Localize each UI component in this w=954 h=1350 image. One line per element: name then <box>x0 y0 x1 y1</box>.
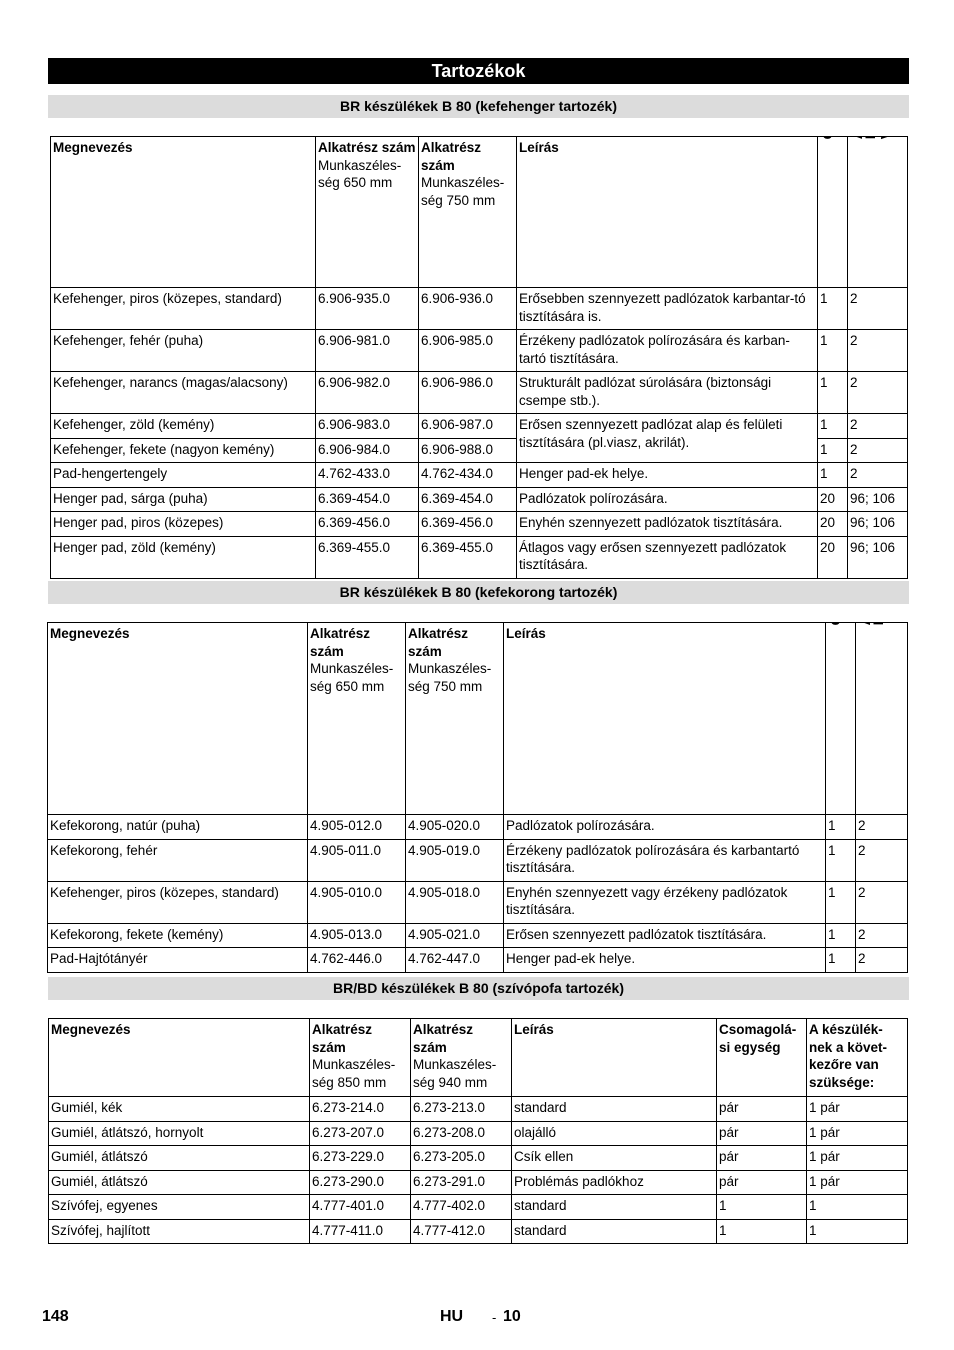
table-cell: 4.905-021.0 <box>406 923 504 948</box>
table-cell: pár <box>717 1121 807 1146</box>
table-cell: Erősen szennyezett padlózatok tisztítására. <box>504 923 826 948</box>
table-cell: 4.762-446.0 <box>308 948 406 973</box>
table-cell: 6.906-936.0 <box>419 288 517 330</box>
table-cell: 2 <box>856 815 908 840</box>
col-name-header: Megnevezés <box>51 137 316 288</box>
table-cell: Padlózatok polírozására. <box>504 815 826 840</box>
table-cell: 4.777-402.0 <box>411 1195 512 1220</box>
table-cell: 1 <box>818 330 848 372</box>
table-cell: 6.906-984.0 <box>316 438 419 463</box>
table-cell: 2 <box>856 948 908 973</box>
table-cell: 1 <box>717 1219 807 1244</box>
table-row <box>51 536 908 578</box>
col-need-header <box>848 137 908 288</box>
col-pack-header: Csomagolá-si egység <box>717 1019 807 1097</box>
table-row <box>51 288 908 330</box>
table-cell: 2 <box>856 839 908 881</box>
table-cell: Kefekorong, fehér <box>48 839 308 881</box>
table-cell: 6.273-290.0 <box>310 1170 411 1195</box>
table-cell: 20 <box>818 512 848 537</box>
table-cell: 1 pár <box>807 1097 908 1122</box>
table-cell: Kefekorong, fekete (kemény) <box>48 923 308 948</box>
table-cell: 6.369-454.0 <box>316 487 419 512</box>
table-cell: 2 <box>848 414 908 439</box>
table-row <box>51 330 908 372</box>
col-pack-header <box>818 137 848 288</box>
table-cell: 1 <box>826 839 856 881</box>
table-cell: Gumiél, átlátszó <box>49 1146 310 1171</box>
table-cell: 6.369-456.0 <box>316 512 419 537</box>
table-cell: Kefehenger, narancs (magas/alacsony) <box>51 372 316 414</box>
table-cell: 2 <box>848 438 908 463</box>
table-cell: 4.762-433.0 <box>316 463 419 488</box>
table-cell: 4.762-434.0 <box>419 463 517 488</box>
table-cell: 6.906-986.0 <box>419 372 517 414</box>
table-cell: 4.905-011.0 <box>308 839 406 881</box>
accessory-table-squeegee <box>48 1018 908 1244</box>
table-cell: Kefehenger, piros (közepes, standard) <box>51 288 316 330</box>
col-part2-header: Alkatrész szám Munkaszéles-ség 940 mm <box>411 1019 512 1097</box>
col-part2-header: Alkatrész szám Munkaszéles-ség 750 mm <box>406 623 504 815</box>
table-cell: 6.906-983.0 <box>316 414 419 439</box>
table-cell: Szívófej, hajlított <box>49 1219 310 1244</box>
table-cell: 4.905-010.0 <box>308 881 406 923</box>
table-cell: Gumiél, átlátszó <box>49 1170 310 1195</box>
table-cell: 6.369-456.0 <box>419 512 517 537</box>
table-cell: Érzékeny padlózatok polírozására és karban-tartó tisztítására. <box>517 330 818 372</box>
table-cell: 6.906-981.0 <box>316 330 419 372</box>
table-cell: 2 <box>848 463 908 488</box>
col-part1-header: Alkatrész szám Munkaszéles-ség 850 mm <box>310 1019 411 1097</box>
col-name-header: Megnevezés <box>49 1019 310 1097</box>
col-desc-header: Leírás <box>512 1019 717 1097</box>
col-desc-header: Leírás <box>504 623 826 815</box>
table-cell: 4.777-411.0 <box>310 1219 411 1244</box>
footer-separator: - <box>492 1310 497 1325</box>
table-cell: 1 pár <box>807 1146 908 1171</box>
table-cell: 1 <box>807 1195 908 1220</box>
table-cell: Kefehenger, fehér (puha) <box>51 330 316 372</box>
table-row <box>49 1219 908 1244</box>
table-cell: standard <box>512 1219 717 1244</box>
table-cell: 6.369-455.0 <box>419 536 517 578</box>
table-cell: Kefehenger, piros (közepes, standard) <box>48 881 308 923</box>
table-row <box>49 1097 908 1122</box>
table-cell: Erősebben szennyezett padlózatok karbantar-tó tisztítására is. <box>517 288 818 330</box>
table-row <box>48 948 908 973</box>
table-cell: 1 <box>826 923 856 948</box>
table-cell: 6.273-205.0 <box>411 1146 512 1171</box>
table-cell: Enyhén szennyezett vagy érzékeny padlózatok tisztítására. <box>504 881 826 923</box>
table-cell: 6.906-982.0 <box>316 372 419 414</box>
table-cell: 6.273-208.0 <box>411 1121 512 1146</box>
table-cell: 6.369-455.0 <box>316 536 419 578</box>
table-cell: Szívófej, egyenes <box>49 1195 310 1220</box>
table-cell: Gumiél, átlátszó, hornyolt <box>49 1121 310 1146</box>
table-cell: 1 <box>826 881 856 923</box>
table-cell: 2 <box>848 288 908 330</box>
language-code: HU <box>440 1308 464 1325</box>
table-row <box>51 372 908 414</box>
table-row <box>49 1146 908 1171</box>
table-cell: 6.273-229.0 <box>310 1146 411 1171</box>
table-cell: 6.273-214.0 <box>310 1097 411 1122</box>
table-cell: 1 <box>818 372 848 414</box>
table-cell: 1 <box>826 948 856 973</box>
page-title: Tartozékok <box>48 58 909 84</box>
table-row <box>51 414 908 439</box>
table-cell: 1 <box>818 288 848 330</box>
table-cell: Enyhén szennyezett padlózatok tisztítására. <box>517 512 818 537</box>
table-cell: Henger pad-ek helye. <box>504 948 826 973</box>
table-cell: 4.905-018.0 <box>406 881 504 923</box>
table-cell: 6.273-291.0 <box>411 1170 512 1195</box>
table-cell: Kefehenger, fekete (nagyon kemény) <box>51 438 316 463</box>
table-cell: 4.762-447.0 <box>406 948 504 973</box>
table-cell: Padlózatok polírozására. <box>517 487 818 512</box>
table-cell: 4.777-401.0 <box>310 1195 411 1220</box>
table-cell: Henger pad, sárga (puha) <box>51 487 316 512</box>
section-heading: BR/BD készülékek B 80 (szívópofa tartozék) <box>48 977 909 1000</box>
table-cell: 96; 106 <box>848 512 908 537</box>
table-cell: 1 <box>826 815 856 840</box>
table-cell: 4.777-412.0 <box>411 1219 512 1244</box>
col-part2-header: Alkatrész szám Munkaszéles-ség 750 mm <box>419 137 517 288</box>
table-cell: Gumiél, kék <box>49 1097 310 1122</box>
table-row <box>48 839 908 881</box>
table-cell: Strukturált padlózat súrolására (biztonsági csempe stb.). <box>517 372 818 414</box>
table-cell: 6.906-935.0 <box>316 288 419 330</box>
table-row <box>48 815 908 840</box>
table-cell: Átlagos vagy erősen szennyezett padlózatok tisztítására. <box>517 536 818 578</box>
table-cell: Kefekorong, natúr (puha) <box>48 815 308 840</box>
col-name-header: Megnevezés <box>48 623 308 815</box>
table-cell: 2 <box>848 330 908 372</box>
table-cell: Csík ellen <box>512 1146 717 1171</box>
table-cell: standard <box>512 1097 717 1122</box>
col-desc-header: Leírás <box>517 137 818 288</box>
table-cell: 2 <box>856 923 908 948</box>
sub-page-number: 10 <box>503 1308 521 1325</box>
table-cell: Problémás padlókhoz <box>512 1170 717 1195</box>
table-cell: 1 <box>717 1195 807 1220</box>
table-cell: 96; 106 <box>848 536 908 578</box>
section-heading: BR készülékek B 80 (kefehenger tartozék) <box>48 95 909 118</box>
table-cell: pár <box>717 1170 807 1195</box>
table-cell: 1 pár <box>807 1170 908 1195</box>
table-cell: 2 <box>856 881 908 923</box>
table-cell: Henger pad-ek helye. <box>517 463 818 488</box>
table-cell: 1 <box>818 414 848 439</box>
accessory-table-disc-brush <box>47 622 908 973</box>
table-row <box>48 923 908 948</box>
col-pack-header <box>826 623 856 815</box>
table-cell: Pad-Hajtótányér <box>48 948 308 973</box>
table-row <box>49 1195 908 1220</box>
table-cell: pár <box>717 1097 807 1122</box>
table-row <box>51 463 908 488</box>
accessory-table-roller-brush <box>50 136 908 579</box>
table-cell: pár <box>717 1146 807 1171</box>
table-cell: 4.905-019.0 <box>406 839 504 881</box>
table-cell: 6.906-985.0 <box>419 330 517 372</box>
table-cell: 1 <box>818 463 848 488</box>
table-row <box>49 1170 908 1195</box>
table-cell: 4.905-013.0 <box>308 923 406 948</box>
table-cell: Kefehenger, zöld (kemény) <box>51 414 316 439</box>
table-cell: olajálló <box>512 1121 717 1146</box>
table-cell: Henger pad, zöld (kemény) <box>51 536 316 578</box>
table-cell: 6.906-987.0 <box>419 414 517 439</box>
table-cell: Henger pad, piros (közepes) <box>51 512 316 537</box>
col-part1-header: Alkatrész szám Munkaszéles-ség 650 mm <box>316 137 419 288</box>
table-cell: 4.905-020.0 <box>406 815 504 840</box>
table-cell: 20 <box>818 487 848 512</box>
table-row <box>49 1121 908 1146</box>
table-cell: 6.906-988.0 <box>419 438 517 463</box>
col-need-header: A készülék-nek a követ-kezőre van szüksége: <box>807 1019 908 1097</box>
table-cell: 6.273-207.0 <box>310 1121 411 1146</box>
table-cell: 6.369-454.0 <box>419 487 517 512</box>
col-part1-header: Alkatrész szám Munkaszéles-ség 650 mm <box>308 623 406 815</box>
table-cell: 1 <box>818 438 848 463</box>
table-cell: 1 pár <box>807 1121 908 1146</box>
page-number: 148 <box>42 1308 69 1325</box>
table-cell: 4.905-012.0 <box>308 815 406 840</box>
section-heading: BR készülékek B 80 (kefekorong tartozék) <box>48 581 909 604</box>
table-row <box>51 487 908 512</box>
table-cell: 1 <box>807 1219 908 1244</box>
table-row <box>48 881 908 923</box>
table-cell: Erősen szennyezett padlózat alap és felületi tisztítására (pl.viasz, akrilát). <box>517 414 818 463</box>
col-need-header <box>856 623 908 815</box>
table-cell: 20 <box>818 536 848 578</box>
table-cell: standard <box>512 1195 717 1220</box>
table-row <box>51 512 908 537</box>
table-cell: Pad-hengertengely <box>51 463 316 488</box>
table-cell: 2 <box>848 372 908 414</box>
table-cell: Érzékeny padlózatok polírozására és karbantartó tisztítására. <box>504 839 826 881</box>
table-cell: 6.273-213.0 <box>411 1097 512 1122</box>
table-cell: 96; 106 <box>848 487 908 512</box>
